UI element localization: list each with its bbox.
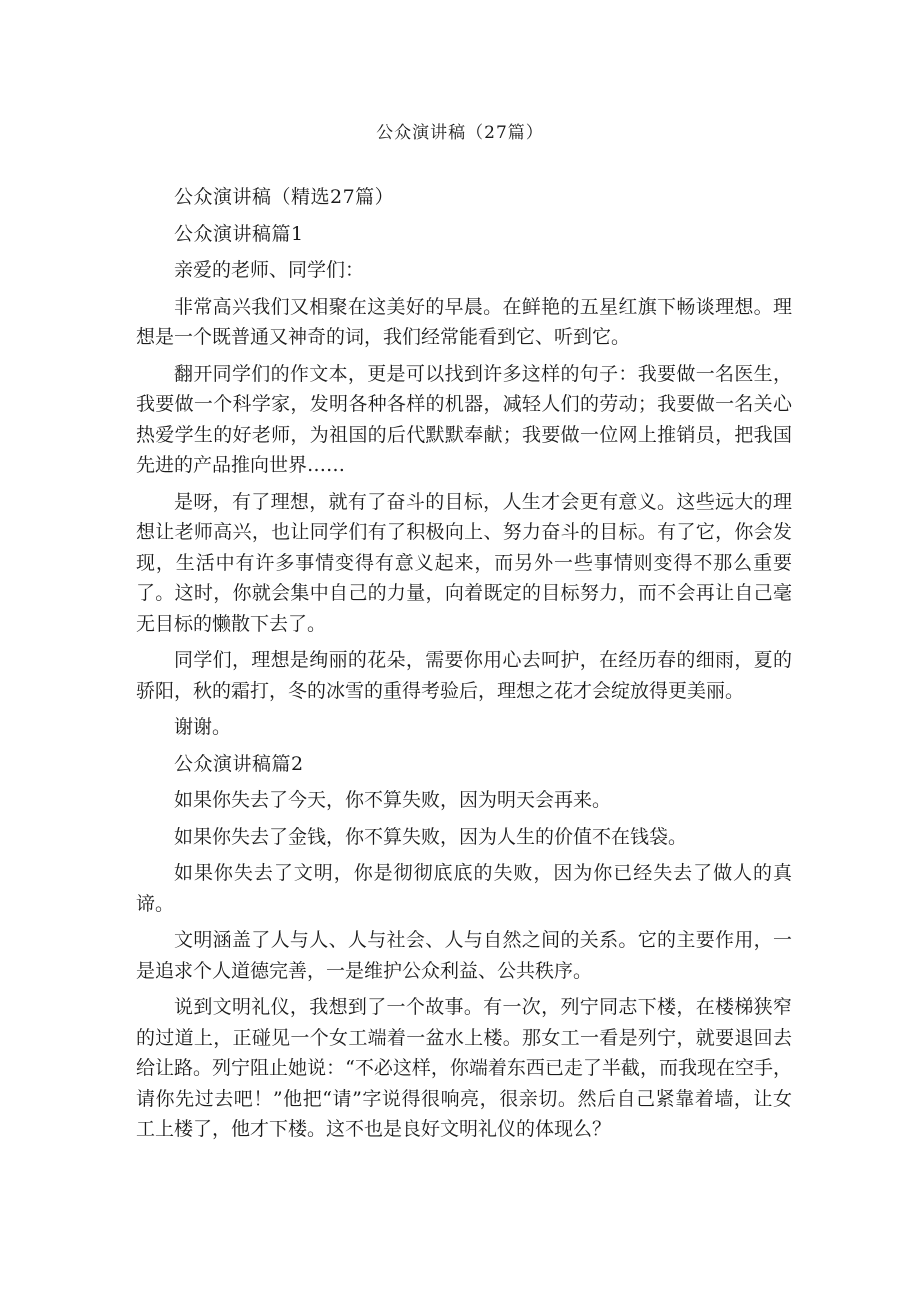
body-paragraph: 如果你失去了文明，你是彻彻底底的失败，因为你已经失去了做人的真谛。 xyxy=(136,862,792,915)
section-heading-2: 公众演讲稿篇2 xyxy=(174,752,304,775)
subtitle-paragraph: 公众演讲稿（精选27篇） xyxy=(174,186,395,208)
document-title: 公众演讲稿（27篇） xyxy=(376,123,544,143)
body-paragraph: 文明涵盖了人与人、人与社会、人与自然之间的关系。它的主要作用，一是追求个人道德完善，一是维护公众利益、公共秩序。 xyxy=(136,929,792,982)
body-paragraph: 如果你失去了今天，你不算失败，因为明天会再来。 xyxy=(174,789,612,811)
body-paragraph: 是呀，有了理想，就有了奋斗的目标，人生才会更有意义。这些远大的理想让老师高兴，也让同学们有了积极向上、努力奋斗的目标。有了它，你会发现，生活中有许多事情变得有意义起来，而另外一些事情则变得不那么重要了。这时，你就会集中自己的力量，向着既定的目标努力，而不会再让自己毫无目标的懒散下去了。 xyxy=(136,490,792,635)
body-paragraph: 说到文明礼仪，我想到了一个故事。有一次，列宁同志下楼，在楼梯狭窄的过道上，正碰见一个女工端着一盆水上楼。那女工一看是列宁，就要退回去给让路。列宁阻止她说：“不必这样，你端着东西已走了半截，而我现在空手，请你先过去吧！”他把“请”字说得很响亮，很亲切。然后自己紧靠着墙，让女工上楼了，他才下楼。这不也是良好文明礼仪的体现么？ xyxy=(136,996,792,1140)
section-heading-1: 公众演讲稿篇1 xyxy=(174,222,304,245)
body-paragraph: 翻开同学们的作文本，更是可以找到许多这样的句子：我要做一名医生，我要做一个科学家，发明各种各样的机器，减轻人们的劳动；我要做一名关心热爱学生的好老师，为祖国的后代默默奉献；我要做一位网上推销员，把我国先进的产品推向世界…… xyxy=(136,362,792,476)
closing-paragraph: 谢谢。 xyxy=(174,716,232,738)
body-paragraph: 同学们，理想是绚丽的花朵，需要你用心去呵护，在经历春的细雨，夏的骄阳，秋的霜打，冬的冰雪的重得考验后，理想之花才会绽放得更美丽。 xyxy=(136,649,792,702)
body-paragraph: 非常高兴我们又相聚在这美好的早晨。在鲜艳的五星红旗下畅谈理想。理想是一个既普通又神奇的词，我们经常能看到它、听到它。 xyxy=(136,295,792,348)
greeting-paragraph: 亲爱的老师、同学们： xyxy=(174,259,365,281)
document-body xyxy=(136,182,792,1151)
body-paragraph: 如果你失去了金钱，你不算失败，因为人生的价值不在钱袋。 xyxy=(174,825,688,848)
